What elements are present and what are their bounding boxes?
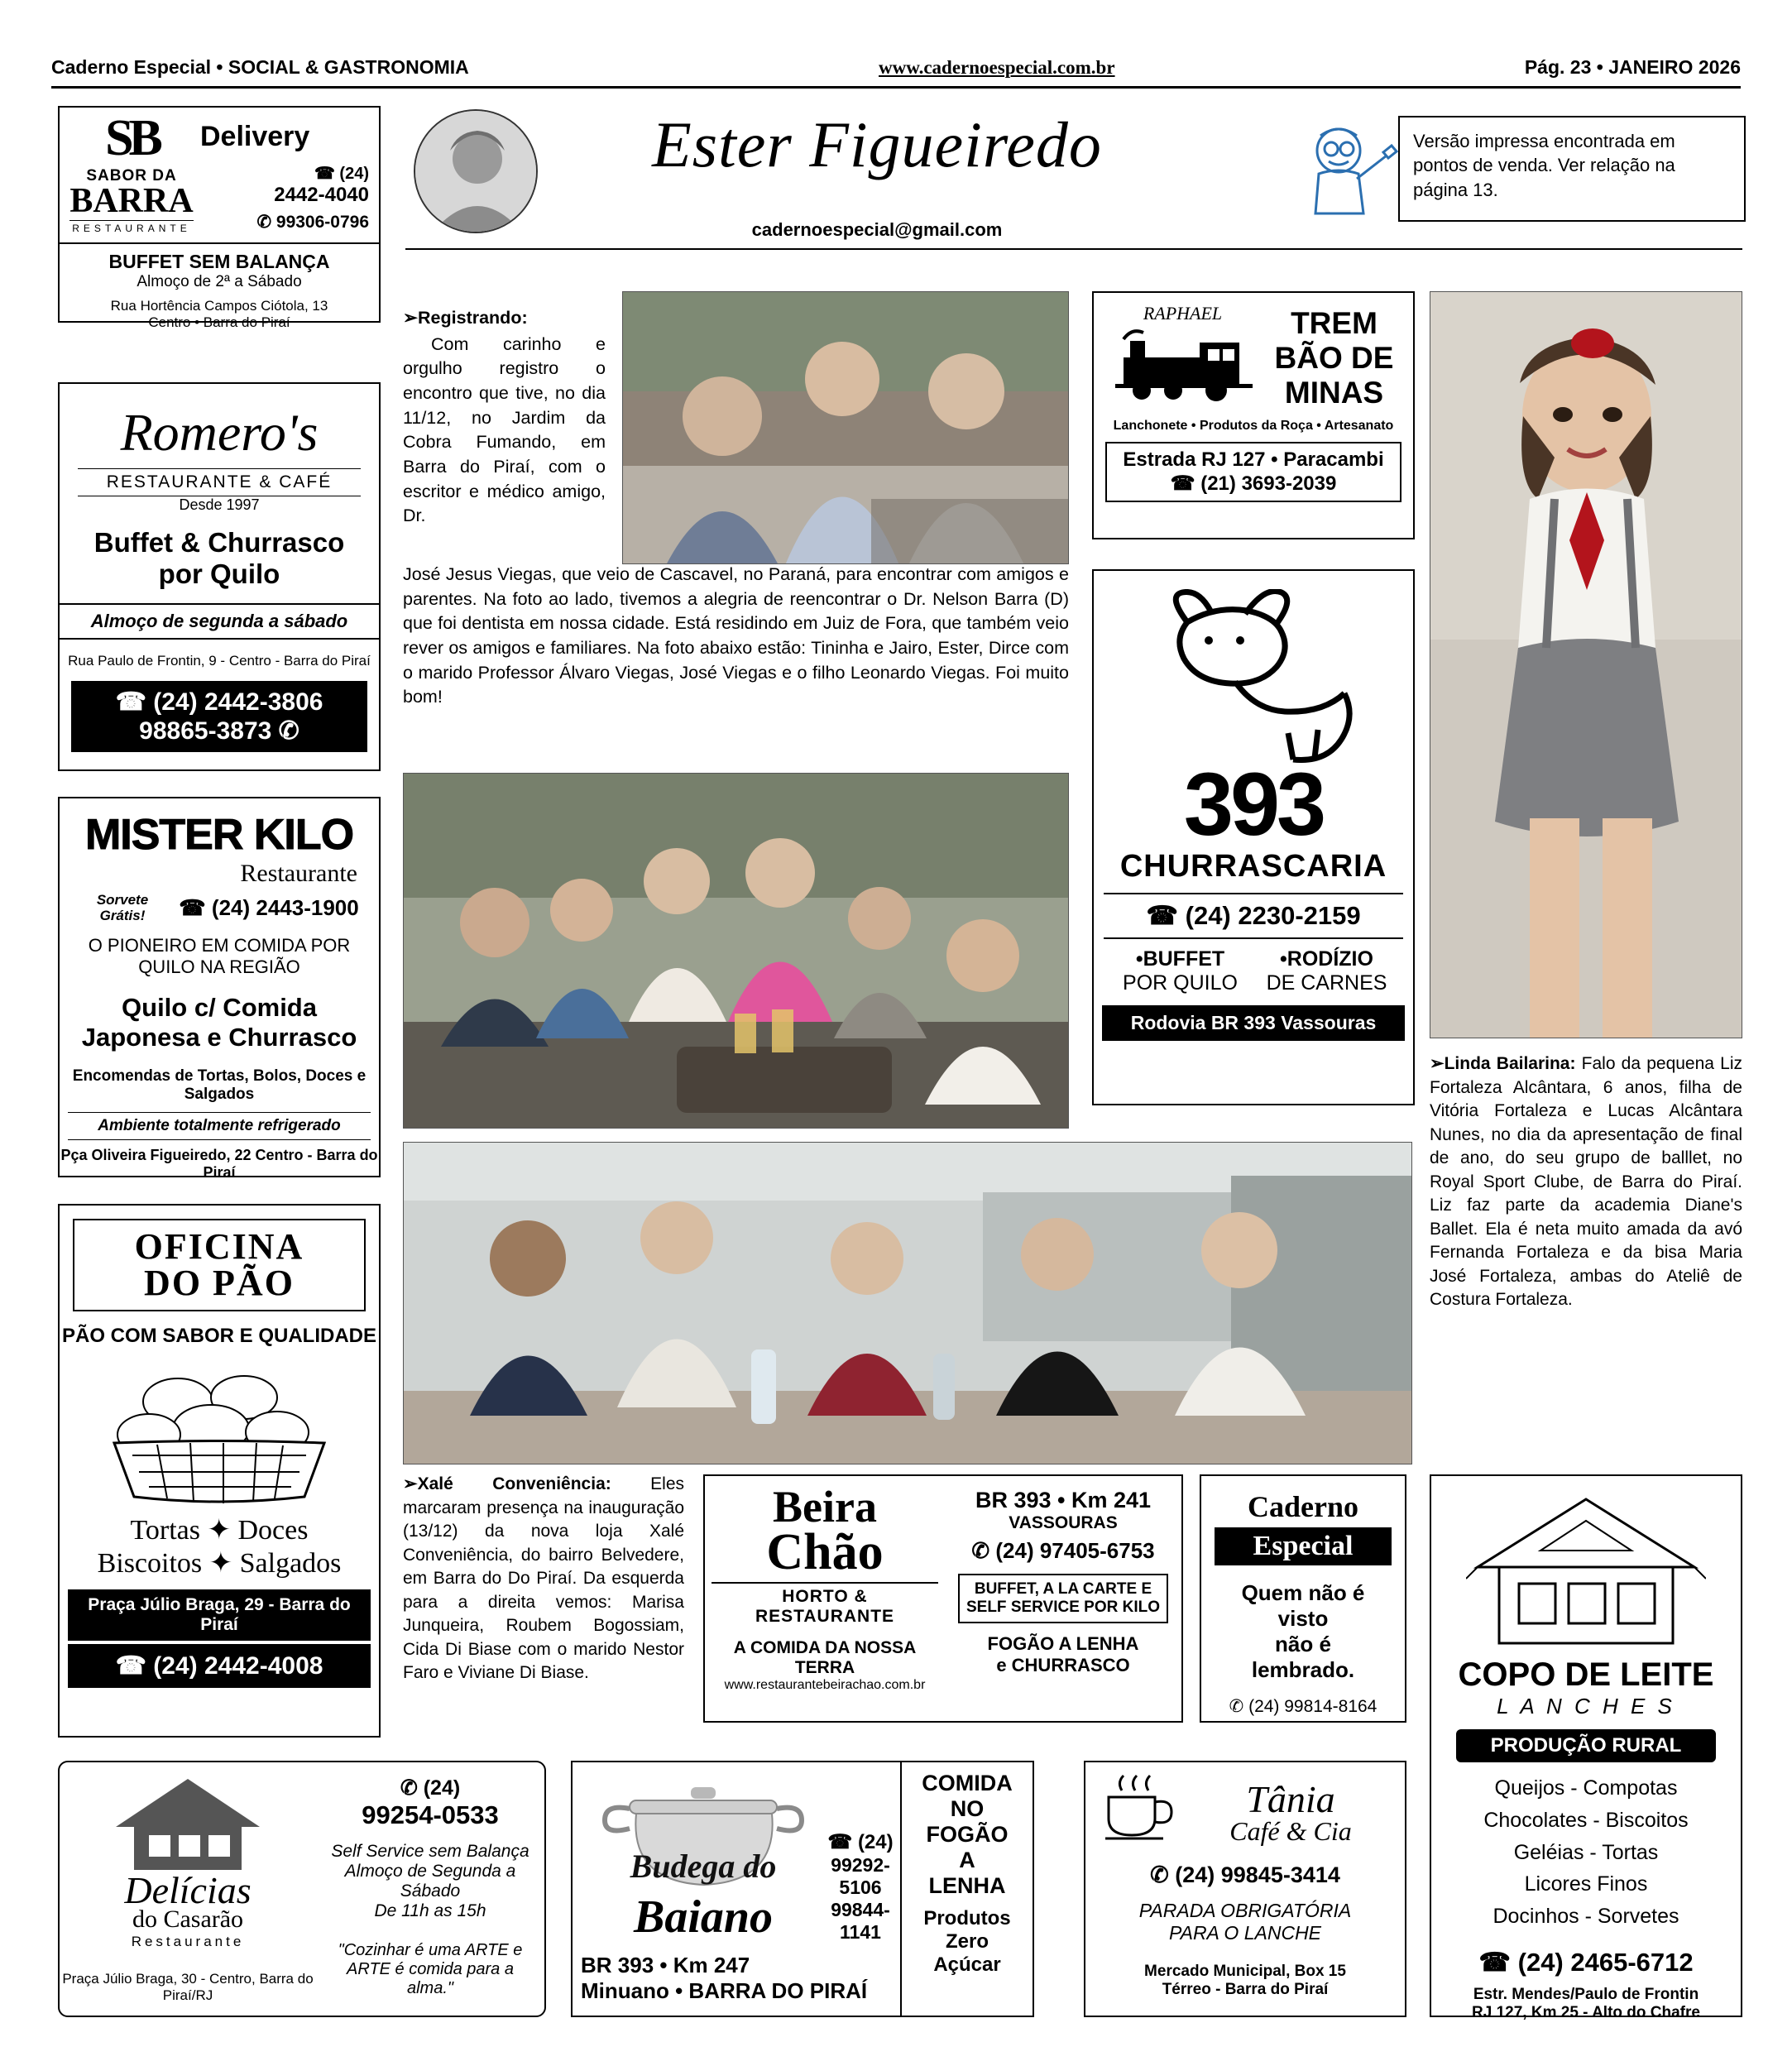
beira-name-1: Beira [773,1482,877,1532]
ad-caderno-especial [1200,1474,1406,1723]
caption-bailarina [1430,1052,1742,1312]
beira-band-1: BUFFET, A LA CARTE E [974,1580,1152,1598]
delicias-line-1: Self Service sem Balança [331,1842,529,1861]
article-intro [403,306,606,529]
beira-road: BR 393 • Km 241 [975,1488,1152,1512]
masthead [51,56,1741,79]
caderno-line-3: não é [1275,1632,1331,1656]
phone-icon: ☎ [179,895,206,921]
caderno-name-1: Caderno [1248,1490,1358,1523]
bullet-arrow-icon: ➢ [1430,1054,1445,1073]
photo-encontro-jardim [622,291,1069,564]
beira-right-2: e CHURRASCO [996,1655,1130,1675]
article-paragraph-1: Com carinho e orgulho registro o encontro que tive, no dia 11/12, no Jardim da Cobra Fumando, em Barra do Piraí, com o escritor e médico amigo, Dr. [403,333,606,526]
sabor-phone-ddd: (24) [339,165,369,183]
oficina-name-1: OFICINA [134,1226,304,1267]
romeros-address: Rua Paulo de Frontin, 9 - Centro - Barra do Piraí [68,653,371,669]
budega-phone-2: 99844-1141 [831,1899,890,1943]
ad-romeros [58,382,381,771]
sabor-phone-1: 2442-4040 [274,184,369,206]
list-item: Geléias - Tortas [1513,1840,1659,1864]
tania-name-2: Café & Cia [1229,1815,1352,1846]
whatsapp-icon: ✆ [400,1776,418,1800]
trem-name-2: BÃO DE [1274,341,1394,375]
misterkilo-subtitle: Restaurante [240,860,357,887]
caderno-line-2: visto [1277,1606,1329,1631]
caption-bailarina-text: Falo da pequena Liz Fortaleza Alcântara, 6 anos, filha de Vitória Fortaleza e Lucas Alcântara Nunes, no dia da apresentação de final de ano, do seu grupo de balllet, no Royal Sport Clube, de Barra do Piraí. Liz faz parte da academia Diane's Ballet. Ela é neta muito amada da avó Fernanda Fortaleza e da bisa Maria José Fortaleza, ambas do Ateliê de Costura Fortaleza. [1430,1054,1742,1310]
ad-delicias-do-casarao [58,1761,546,2017]
budega-city: Minuano • BARRA DO PIRAÍ [581,1978,868,2003]
print-notice-box [1398,116,1746,222]
caderno-phone: (24) 99814-8164 [1248,1697,1378,1716]
whatsapp-icon: ✆ [278,717,299,745]
churrascaria-name: CHURRASCARIA [1119,849,1387,884]
coffee-cup-icon [1094,1772,1185,1851]
caderno-name-2: Especial [1215,1527,1392,1565]
budega-side-5: LENHA [928,1873,1006,1898]
caderno-line-4: lembrado. [1251,1657,1355,1682]
sabor-line1: Almoço de 2ª a Sábado [137,272,302,290]
misterkilo-title-1: Quilo c/ Comida [122,993,317,1023]
budega-side-8: Açúcar [933,1953,1001,1976]
misterkilo-line-3: Encomendas de Tortas, Bolos, Doces e Salgados [72,1067,367,1104]
misterkilo-badge: Sorvete Grátis! [96,892,149,923]
sabor-name-line3: RESTAURANTE [69,220,194,234]
masthead-page-date: Pág. 23 • JANEIRO 2026 [1524,56,1741,78]
list-item: Docinhos - Sorvetes [1493,1905,1679,1928]
oficina-address: Praça Júlio Braga, 29 - Barra do Piraí [68,1589,371,1641]
copo-subtitle: L A N C H E S [1497,1694,1675,1718]
budega-road: BR 393 • Km 247 [581,1953,750,1977]
tania-line-2: PARA O LANCHE [1168,1922,1322,1944]
budega-side-7: Zero [945,1930,989,1953]
bullet-arrow-icon: ➢ [403,308,419,328]
romeros-title-1: Buffet & Churrasco [93,527,345,558]
photo-grupo-mesa [403,773,1069,1129]
list-item: Queijos - Compotas [1494,1776,1678,1800]
churrascaria-number: 393 [1183,754,1324,854]
beira-right-1: FOGÃO A LENHA [987,1633,1139,1654]
tania-address-1: Mercado Municipal, Box 15 [1144,1963,1346,1980]
copo-phone: (24) 2465-6712 [1517,1947,1694,1977]
sabor-phone-2: 99306-0796 [276,213,369,232]
print-notice-text: Versão impressa encontrada em pontos de venda. Ver relação na página 13. [1413,131,1675,200]
ad-beira-chao [703,1474,1183,1723]
tania-line-1: PARADA OBRIGATÓRIA [1138,1900,1352,1921]
ad-budega-do-baiano [571,1761,1034,2017]
budega-phone-ddd: (24) [857,1831,894,1853]
sabor-name-line2: BARRA [69,181,194,220]
misterkilo-name: MISTER KILO [84,811,354,859]
oficina-slogan: PÃO COM SABOR E QUALIDADE [61,1325,376,1347]
budega-side-1: COMIDA [922,1771,1013,1795]
budega-side-3: FOGÃO [926,1822,1009,1847]
trem-name-1: TREM [1291,306,1378,340]
beira-subtitle: HORTO & RESTAURANTE [712,1582,938,1627]
oficina-line-2: Biscoitos ✦ Salgados [97,1548,342,1579]
sabor-logo-initials: SB [105,110,158,166]
churrascaria-col1-b: POR QUILO [1123,971,1238,995]
beira-website[interactable]: www.restaurantebeirachao.com.br [724,1678,926,1693]
copo-name: COPO DE LEITE [1458,1656,1714,1693]
beira-phone: (24) 97405-6753 [995,1538,1155,1563]
photo-xale-conveniencia [403,1142,1412,1464]
caption-bailarina-headline: Linda Bailarina: [1444,1054,1576,1073]
copo-items-list [1431,1772,1741,1933]
phone-icon: ☎ [115,688,146,716]
budega-side-2: NO [950,1796,985,1821]
trem-brand: RAPHAEL [1143,303,1223,324]
delicias-name-1: Delícias [124,1869,252,1911]
ad-tania-cafe-cia [1084,1761,1406,2017]
churrascaria-col2-b: DE CARNES [1266,971,1387,995]
masthead-website[interactable]: www.cadernoespecial.com.br [879,57,1115,78]
ad-mister-kilo [58,797,381,1182]
columnist-name: Ester Figueiredo [652,108,1102,180]
tania-address-2: Térreo - Barra do Piraí [1162,1981,1329,1998]
sabor-band: BUFFET SEM BALANÇA [108,250,330,272]
tania-name-1: Tânia [1246,1777,1335,1820]
sabor-delivery-label: Delivery [200,121,310,152]
masthead-left: Caderno Especial • SOCIAL & GASTRONOMIA [51,56,469,78]
ad-sabor-da-barra [58,106,381,330]
header-divider [405,248,1742,250]
churrascaria-band: Rodovia BR 393 Vassouras [1102,1005,1405,1041]
mascot-icon [1291,116,1398,223]
columnist-photo [414,109,538,233]
ad-oficina-do-pao [58,1204,381,1738]
phone-icon: ☎ [314,165,335,183]
article-body: José Jesus Viegas, que veio de Cascavel, no Paraná, para encontrar com amigos e parentes. Na foto ao lado, tivemos a alegria de reencontrar o Dr. Nelson Barra (D) que foi dentista em nossa cidade. Está residindo em Juiz de Fora, que também veio rever os amigos e familiares. Na foto abaixo estão: Tininha e Jairo, Ester, Dirce com o marido Professor Álvaro Viegas, José Viegas e o filho Leonardo Viegas. Foi muito bom! [403,564,1069,707]
delicias-phone-ddd: (24) [423,1776,461,1800]
misterkilo-title-2: Japonesa e Churrasco [81,1023,357,1052]
trem-phone: (21) 3693-2039 [1200,472,1337,495]
caderno-line-1: Quem não é [1241,1580,1365,1605]
churrascaria-col2-a: •RODÍZIO [1280,947,1373,971]
house-icon [68,1774,308,1873]
copo-band: PRODUÇÃO RURAL [1456,1729,1716,1762]
whatsapp-icon: ✆ [1229,1697,1244,1716]
oficina-line-1: Tortas ✦ Doces [130,1515,309,1546]
caption-xale [403,1473,684,1685]
copo-address-2: RJ 127, Km 25 - Alto do Chafre [1472,2003,1700,2021]
phone-icon: ☎ [115,1652,146,1680]
churrascaria-col1-a: •BUFFET [1135,947,1225,971]
romeros-subtitle: RESTAURANTE & CAFÉ [78,468,361,496]
copo-address-1: Estr. Mendes/Paulo de Frontin [1473,1985,1699,2003]
list-item: Licores Finos [1524,1872,1648,1896]
phone-icon: ☎ [827,1831,853,1853]
misterkilo-address: Pça Oliveira Figueiredo, 22 Centro - Barra do Piraí [60,1147,378,1182]
sabor-address-2: Centro • Barra do Piraí [148,314,290,330]
romeros-since: Desde 1997 [179,496,260,513]
oficina-phone: (24) 2442-4008 [153,1652,323,1680]
whatsapp-icon: ✆ [971,1538,990,1563]
delicias-name-2: do Casarão [132,1905,244,1933]
romeros-title-2: por Quilo [158,558,280,589]
trem-subtitle: Lanchonete • Produtos da Roça • Artesanato [1113,419,1394,433]
article-headline: Registrando: [418,308,528,328]
budega-side-4: A [959,1848,975,1872]
delicias-line-2: Almoço de Segunda a Sábado [344,1862,516,1901]
misterkilo-phone: (24) 2443-1900 [211,895,359,921]
whatsapp-icon: ✆ [256,213,272,232]
ad-trem-bao-de-minas [1092,291,1415,539]
whatsapp-icon: ✆ [1150,1862,1169,1887]
trem-address: Estrada RJ 127 • Paracambi [1123,448,1384,471]
sabor-address-1: Rua Hortência Campos Ciótola, 13 [110,297,328,314]
delicias-quote-1: "Cozinhar é uma ARTE e [338,1941,523,1959]
romeros-name: Romero's [120,403,319,462]
caption-xale-text: Eles marcaram presença na inauguração (13/12) da nova loja Xalé Conveniência, do bairro Belvedere, em Barra do Do Piraí. Da esquerda para a direita vemos: Marisa Junqueira, Roubem Bogossiam, Cida Di Biase com o marido Nestor Faro e Viviane Di Biase. [403,1474,684,1683]
delicias-line-3: De 11h as 15h [374,1901,486,1920]
oficina-name-2: DO PÃO [144,1263,295,1303]
ad-churrascaria-393 [1092,569,1415,1105]
budega-phone-1: 99292-5106 [831,1854,890,1898]
phone-icon: ☎ [1170,472,1195,495]
delicias-name-3: Restaurante [131,1934,245,1949]
train-icon [1102,324,1263,404]
budega-side-6: Produtos [923,1907,1011,1929]
beira-name-2: Chão [766,1524,884,1581]
churrascaria-phone: (24) 2230-2159 [1185,901,1361,930]
beira-city: VASSOURAS [1009,1513,1118,1532]
sabor-name-line1: SABOR DA [86,166,177,185]
budega-name-2: Baiano [633,1891,774,1943]
tania-phone: (24) 99845-3414 [1175,1862,1340,1887]
caption-xale-headline: Xalé Conveniência: [417,1474,611,1493]
phone-icon: ☎ [1478,1947,1511,1977]
list-item: Chocolates - Biscoitos [1483,1808,1689,1832]
romeros-phone-1: (24) 2442-3806 [153,688,323,716]
beira-band-2: SELF SERVICE POR KILO [965,1599,1161,1616]
bullet-arrow-icon: ➢ [403,1474,418,1493]
bread-basket-illustration [60,1348,379,1513]
masthead-divider [51,86,1741,89]
misterkilo-band: Ambiente totalmente refrigerado [68,1112,371,1140]
columnist-email[interactable]: cadernoespecial@gmail.com [751,219,1003,240]
delicias-address: Praça Júlio Braga, 30 - Centro, Barra do Piraí/RJ [62,1971,314,2003]
beira-slogan: A COMIDA DA NOSSA TERRA [733,1638,917,1678]
farmhouse-icon [1431,1476,1741,1653]
delicias-quote-2: ARTE é comida para a alma." [347,1960,514,1997]
bull-icon [1094,571,1413,763]
ad-copo-de-leite [1430,1474,1742,2021]
romeros-band: Almoço de segunda a sábado [60,603,379,640]
photo-linda-bailarina [1430,291,1742,1038]
romeros-phone-2: 98865-3873 [139,717,272,745]
trem-name-3: MINAS [1284,376,1384,410]
budega-name-1: Budega do [630,1848,777,1885]
phone-icon: ☎ [1146,901,1178,930]
misterkilo-line-2: QUILO NA REGIÃO [138,956,300,978]
delicias-phone: 99254-0533 [362,1800,499,1829]
misterkilo-line-1: O PIONEIRO EM COMIDA POR [88,935,351,956]
